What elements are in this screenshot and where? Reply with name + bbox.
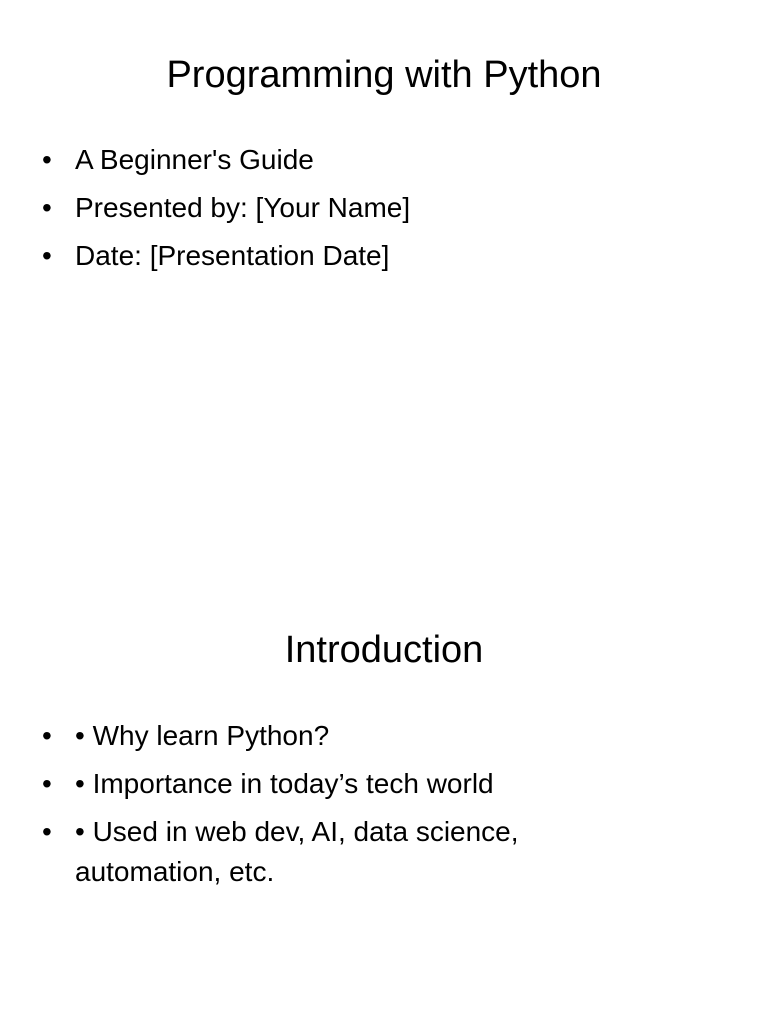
bullet-item: • • Used in web dev, AI, data science, automation, etc.	[42, 812, 602, 892]
bullet-item: • • Why learn Python?	[42, 716, 602, 756]
bullet-item: • Presented by: [Your Name]	[42, 188, 602, 228]
bullet-item: • A Beginner's Guide	[42, 140, 602, 180]
bullet-item: • Date: [Presentation Date]	[42, 236, 602, 276]
bullet-item: • • Importance in today’s tech world	[42, 764, 602, 804]
slide-title: Programming with Python	[166, 54, 602, 96]
slide-introduction	[0, 576, 768, 1024]
slide-title: Introduction	[284, 629, 484, 671]
bullet-list	[42, 716, 602, 900]
bullet-list	[42, 140, 602, 284]
